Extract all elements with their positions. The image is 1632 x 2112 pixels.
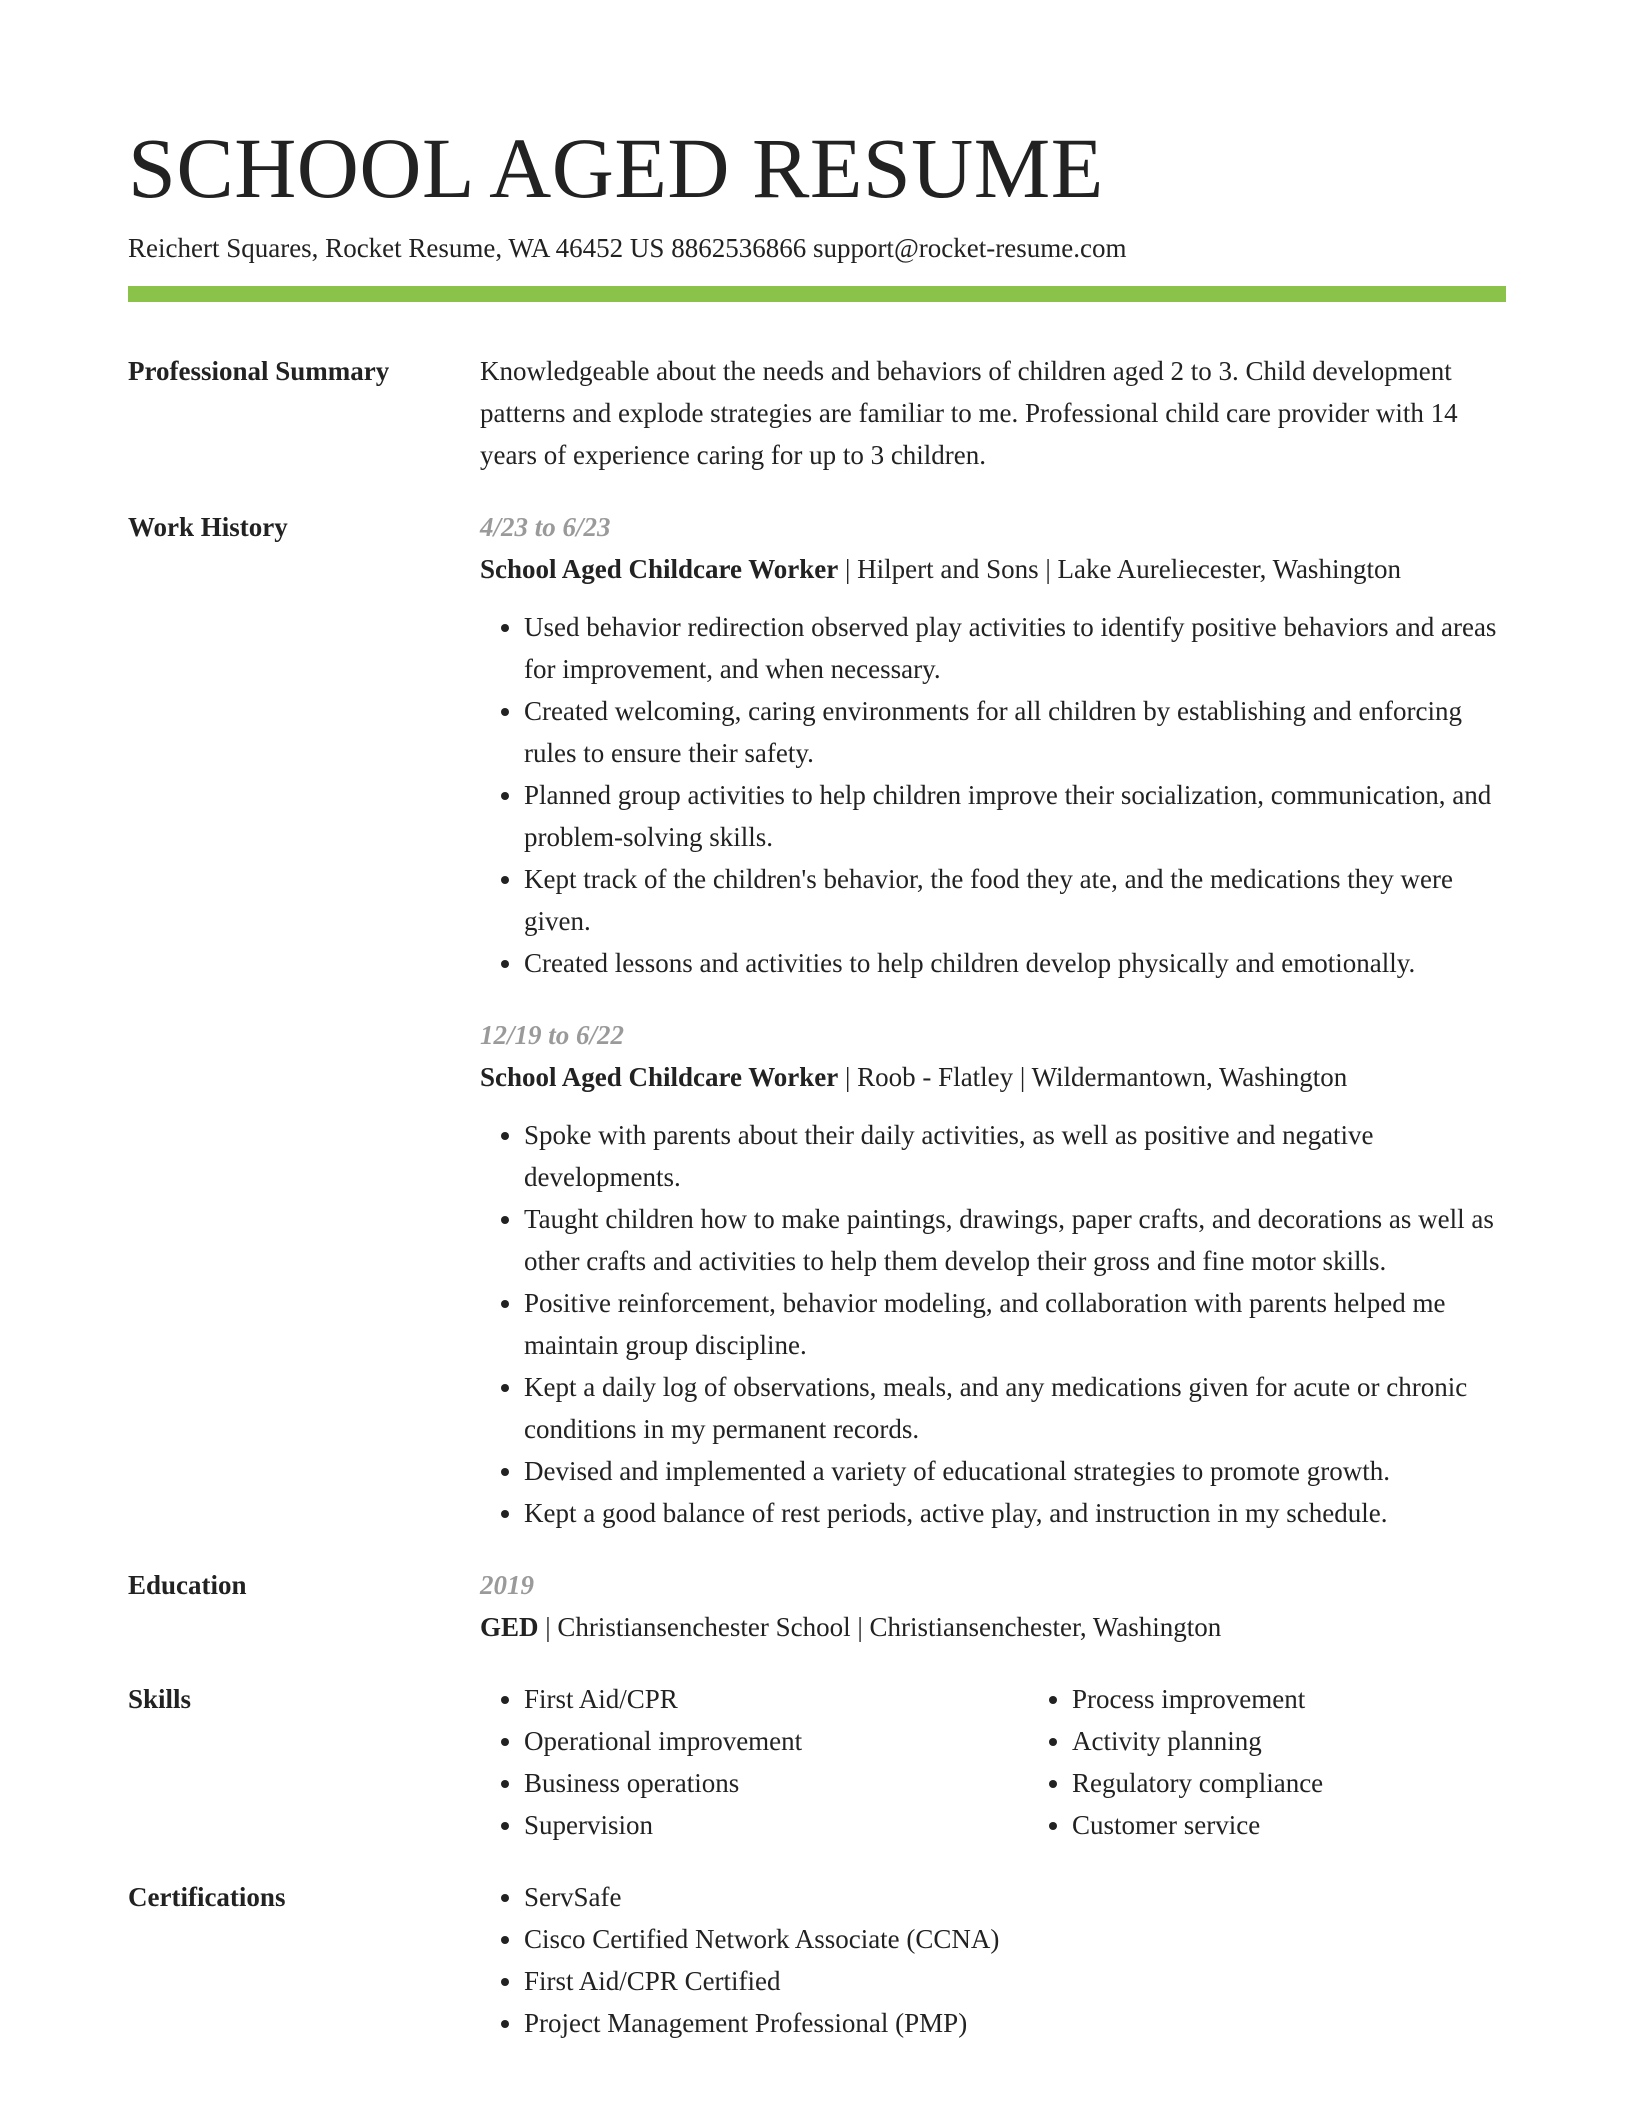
skills-list-left	[480, 1678, 1028, 1846]
education-year: 2019	[480, 1570, 534, 1600]
certification-item: • Project Management Professional (PMP)	[524, 2002, 1506, 2044]
job-heading	[480, 1056, 1506, 1098]
job-entry	[480, 506, 1506, 984]
education-degree: GED	[480, 1612, 539, 1642]
job-dates: 4/23 to 6/23	[480, 512, 611, 542]
skill-item: • Operational improvement	[524, 1720, 1028, 1762]
job-bullet: • Created lessons and activities to help children develop physically and emotionally.	[524, 942, 1506, 984]
skill-item: • Regulatory compliance	[1072, 1762, 1576, 1804]
job-bullets	[480, 1114, 1506, 1534]
section-label-work-history: Work History	[128, 512, 288, 542]
job-bullet: • Created welcoming, caring environments for all children by establishing and enforcing rules to ensure their safety.	[524, 690, 1506, 774]
certification-item: • First Aid/CPR Certified	[524, 1960, 1506, 2002]
job-entry	[480, 1014, 1506, 1534]
job-heading	[480, 548, 1506, 590]
job-bullet: • Kept a good balance of rest periods, active play, and instruction in my schedule.	[524, 1492, 1506, 1534]
certification-item: • ServSafe	[524, 1876, 1506, 1918]
certifications-section	[128, 1876, 1506, 2044]
job-bullet: • Kept track of the children's behavior, the food they ate, and the medications they were given.	[524, 858, 1506, 942]
job-dates: 12/19 to 6/22	[480, 1020, 625, 1050]
skills-section	[128, 1678, 1506, 1846]
education-school-location: | Christiansenchester School | Christiansenchester, Washington	[538, 1612, 1222, 1642]
resume-title: SCHOOL AGED RESUME	[128, 120, 1104, 216]
summary-section	[128, 350, 1506, 476]
education-section	[128, 1564, 1506, 1648]
job-bullet: • Positive reinforcement, behavior modeling, and collaboration with parents helped me maintain group discipline.	[524, 1282, 1506, 1366]
job-bullet: • Planned group activities to help children improve their socialization, communication, and problem-solving skills.	[524, 774, 1506, 858]
email: support@rocket-resume.com	[812, 233, 1127, 263]
section-label-education: Education	[128, 1570, 247, 1600]
job-bullets	[480, 606, 1506, 984]
phone: 8862536866	[671, 233, 807, 263]
skill-item: • Process improvement	[1072, 1678, 1576, 1720]
skills-list-right	[1028, 1678, 1576, 1846]
skill-item: • Business operations	[524, 1762, 1028, 1804]
job-bullet: • Kept a daily log of observations, meals, and any medications given for acute or chronic conditions in my permanent records.	[524, 1366, 1506, 1450]
job-bullet: • Devised and implemented a variety of educational strategies to promote growth.	[524, 1450, 1506, 1492]
job-bullet: • Taught children how to make paintings, drawings, paper crafts, and decorations as well as other crafts and activities to help them develop their gross and fine motor skills.	[524, 1198, 1506, 1282]
certification-item: • Cisco Certified Network Associate (CCNA)	[524, 1918, 1506, 1960]
skill-item: • Activity planning	[1072, 1720, 1576, 1762]
job-bullet: • Spoke with parents about their daily activities, as well as positive and negative developments.	[524, 1114, 1506, 1198]
job-employer-location: | Roob - Flatley | Wildermantown, Washington	[838, 1062, 1348, 1092]
skill-item: • Supervision	[524, 1804, 1028, 1846]
job-employer-location: | Hilpert and Sons | Lake Aureliecester, Washington	[838, 554, 1401, 584]
skill-item: • First Aid/CPR	[524, 1678, 1028, 1720]
section-label-summary: Professional Summary	[128, 356, 390, 386]
work-history-section	[128, 506, 1506, 1534]
certifications-list	[480, 1876, 1506, 2044]
skill-item: • Customer service	[1072, 1804, 1576, 1846]
job-title: School Aged Childcare Worker	[480, 554, 839, 584]
resume-content	[128, 350, 1506, 2044]
accent-divider	[128, 286, 1506, 302]
address: Reichert Squares, Rocket Resume, WA 46452 US	[128, 233, 665, 263]
job-title: School Aged Childcare Worker	[480, 1062, 839, 1092]
job-bullet: • Used behavior redirection observed play activities to identify positive behaviors and areas for improvement, and when necessary.	[524, 606, 1506, 690]
section-label-certifications: Certifications	[128, 1882, 286, 1912]
contact-line	[128, 230, 1126, 266]
education-heading	[480, 1606, 1506, 1648]
summary-text: Knowledgeable about the needs and behaviors of children aged 2 to 3. Child development patterns and explode strategies are familiar to me. Professional child care provider with 14 years of experience caring for up to 3 children.	[480, 356, 1458, 470]
section-label-skills: Skills	[128, 1684, 192, 1714]
